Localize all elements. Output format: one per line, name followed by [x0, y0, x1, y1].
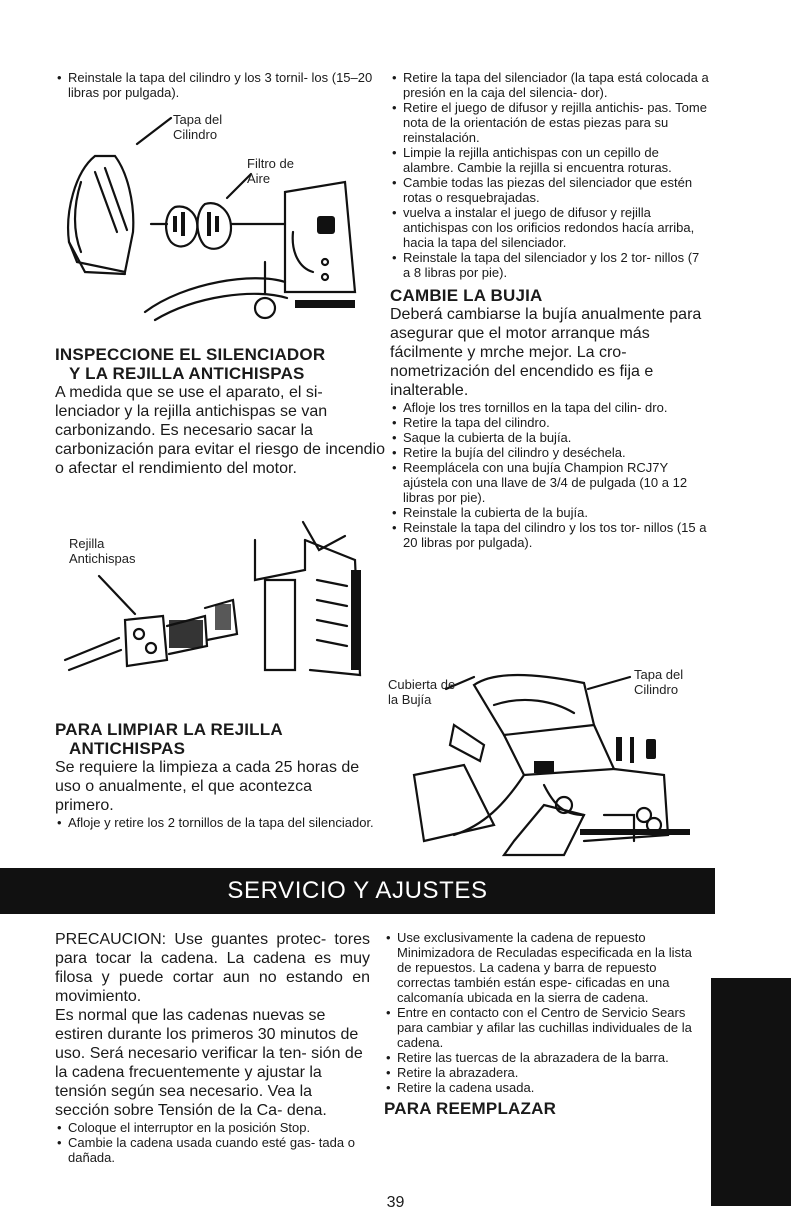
muffler-heading-line-2: Y LA REJILLA ANTICHISPAS	[69, 364, 305, 383]
list-item: • Reinstale la cubierta de la bujía.	[390, 505, 710, 520]
list-item: • Cambie la cadena usada cuando esté gas- tada o dañada.	[55, 1135, 370, 1165]
caution-paragraph: PRECAUCION: Use guantes protec- tores para tocar la cadena. La cadena es muy filosa y puede cortar aun no estando en movimiento.	[55, 931, 370, 1005]
list-item: • Reemplácela con una bujía Champion RCJ7Y ajústela con una llave de 3/4 de pulgada (10 a 12 libras por pie).	[390, 460, 710, 505]
list-item: • Limpie la rejilla antichispas con un cepillo de alambre. Cambie la rejilla si encuentra roturas.	[390, 145, 710, 175]
side-thumb-tab	[711, 978, 791, 1206]
section-banner: SERVICIO Y AJUSTES	[0, 868, 715, 914]
list-item: • Afloje los tres tornillos en la tapa del cilin- dro.	[390, 400, 710, 415]
label-plug-cover: Cubierta de la Bujía	[388, 677, 456, 707]
list-item: • Use exclusivamente la cadena de repuesto Minimizadora de Reculadas especificada en la lista de repuestos. La cadena y barra de repuesto correctas también están espe- cificadas en una calcomanía ubicada en la sierra de cadena.	[384, 930, 699, 1005]
plug-paragraph: Deberá cambiarse la bujía anualmente para asegurar que el motor arranque más fácilmente y mrche mejor. La cro- nometrización del encendido es fija e inalterable.	[390, 306, 702, 399]
muffler-heading	[55, 345, 385, 383]
label-cylinder-cover-2: Tapa del Cilindro	[634, 667, 684, 697]
plug-bullet-list	[390, 400, 710, 550]
plug-heading: CAMBIE LA BUJIA	[390, 286, 543, 305]
left-bottom-column	[55, 930, 370, 1165]
figure-spark-arrester	[55, 520, 365, 685]
list-item: • Retire la cadena usada.	[384, 1080, 699, 1095]
label-air-filter: Filtro de Aire	[247, 156, 294, 186]
list-item: • Reinstale la tapa del cilindro y los 3 tornil- los (15–20 libras por pulgada).	[55, 70, 380, 100]
clean-heading-line-1: PARA LIMPIAR LA REJILLA	[55, 720, 283, 739]
list-item: • Retire el juego de difusor y rejilla antichis- pas. Tome nota de la orientación de estas piezas para su reinstalación.	[390, 100, 710, 145]
replace-bullet-list	[384, 930, 699, 1095]
tension-paragraph: Es normal que las cadenas nuevas se estiren durante los primeros 30 minutos de uso. Será necesario verificar la ten- sión de la cadena frecuentemente y ajustar la tensión según sea necesario. Vea la sección sobre Tensión de la Ca- dena.	[55, 1007, 363, 1119]
replace-heading: PARA REEMPLAZAR	[384, 1099, 557, 1118]
chain-bullet-list	[55, 1120, 370, 1165]
right-top-column	[390, 70, 710, 550]
clean-heading	[55, 720, 375, 758]
muffler-paragraph: A medida que se use el aparato, el si- lenciador y la rejilla antichispas se van carbonizando. Es necesario sacar la carbonización para evitar el riesgo de incendio o afectar el rendimiento del motor.	[55, 384, 385, 477]
muffler-bullet-list	[390, 70, 710, 280]
list-item: • Coloque el interruptor en la posición Stop.	[55, 1120, 370, 1135]
list-item: • Retire la bujía del cilindro y deséchela.	[390, 445, 710, 460]
list-item: • Reinstale la tapa del cilindro y los tos tor- nillos (15 a 20 libras por pulgada).	[390, 520, 710, 550]
clean-heading-line-2: ANTICHISPAS	[69, 739, 186, 758]
list-item: • Entre en contacto con el Centro de Servicio Sears para cambiar y afilar las cuchillas individuales de la cadena.	[384, 1005, 699, 1050]
muffler-heading-line-1: INSPECCIONE EL SILENCIADOR	[55, 345, 326, 364]
list-item: • Cambie todas las piezas del silenciador que estén rotas o resquebrajadas.	[390, 175, 710, 205]
label-spark-arrester: Rejilla Antichispas	[69, 536, 136, 566]
left-top-column	[55, 70, 380, 100]
list-item: • Retire la tapa del silenciador (la tapa está colocada a presión en la caja del silencia- dor).	[390, 70, 710, 100]
list-item: • Reinstale la tapa del silenciador y los 2 tor- nillos (7 a 8 libras por pie).	[390, 250, 710, 280]
figure-cylinder-air-filter	[55, 112, 365, 327]
clean-bullet-list	[55, 815, 375, 830]
intro-bullet-list	[55, 70, 380, 100]
list-item: • Retire las tuercas de la abrazadera de la barra.	[384, 1050, 699, 1065]
list-item: • Afloje y retire los 2 tornillos de la tapa del silenciador.	[55, 815, 375, 830]
clean-arrester-section	[55, 720, 375, 830]
figure-spark-plug	[384, 665, 704, 860]
list-item: • vuelva a instalar el juego de difusor y rejilla antichispas con los orificios redondos hacía arriba, hacia la tapa del silenciador.	[390, 205, 710, 250]
clean-paragraph: Se requiere la limpieza a cada 25 horas de uso o anualmente, el que acontezca primero.	[55, 759, 360, 814]
list-item: • Saque la cubierta de la bujía.	[390, 430, 710, 445]
list-item: • Retire la tapa del cilindro.	[390, 415, 710, 430]
right-bottom-column	[384, 930, 699, 1118]
page-number: 39	[386, 1194, 405, 1211]
muffler-section	[55, 345, 385, 478]
air-filter-illustration	[55, 112, 365, 327]
label-cylinder-cover: Tapa del Cilindro	[173, 112, 223, 142]
list-item: • Retire la abrazadera.	[384, 1065, 699, 1080]
